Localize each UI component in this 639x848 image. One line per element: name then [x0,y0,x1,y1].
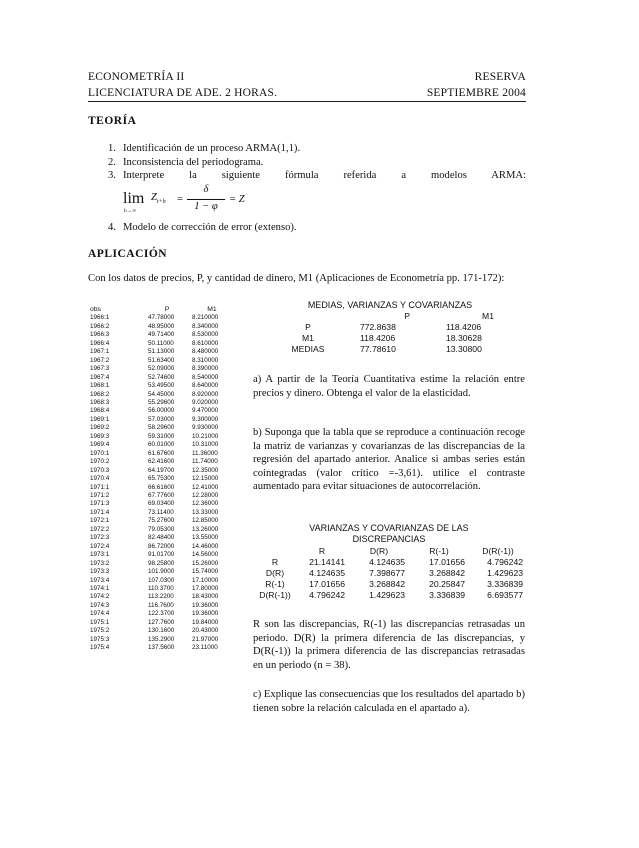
data-row-cell: 1970:3 [90,466,110,474]
data-row-cell: 1967:2 [90,356,110,364]
data-row-cell: 98.25800 [148,559,175,567]
medias-row-cell: MEDIAS [291,344,325,354]
formula-lhs: $Z_{t+h}$ [151,192,166,206]
data-row [90,323,234,331]
data-row-cell: 1974:4 [90,610,110,618]
formula-denominator: 1 − φ [194,201,218,212]
data-row [90,509,234,517]
disc-row-cell: 1.429623 [369,590,405,600]
data-row-cell: 135.2900 [148,635,175,643]
disc-body [255,557,527,601]
data-row-cell: 48.95000 [148,322,175,330]
disc-row-cell: 4.796242 [487,557,523,567]
data-row-cell: 12.15000 [192,475,219,483]
data-row-cell: 1966:2 [90,322,110,330]
course-title: ECONOMETRÍA II [88,71,185,83]
data-row [90,331,234,339]
data-row-cell: 13.33000 [192,508,219,516]
medias-row-cell: 77.78610 [360,344,396,354]
data-row [90,585,234,593]
data-table-header [90,306,234,314]
data-row-cell: 91.01700 [148,551,175,559]
data-row [90,543,234,551]
teoria-item-3: 3. Interprete la siguiente fórmula referida a modelos ARMA: [108,170,526,181]
data-row-cell: 19.36000 [192,601,219,609]
data-row [90,382,234,390]
data-row-cell: 52.74600 [148,373,175,381]
data-row-cell: 21.97000 [192,635,219,643]
data-row-cell: 8.210000 [192,314,219,322]
data-row-cell: 1973:2 [90,559,110,567]
data-row-cell: 1966:3 [90,331,110,339]
data-row-cell: 60.01000 [148,441,175,449]
disc-row-cell: 3.336839 [487,579,523,589]
medias-body [278,322,508,355]
data-row [90,391,234,399]
data-row-cell: 1968:2 [90,390,110,398]
discrepancias-explanation: R son las discrepancias, R(-1) las discrepancias retrasadas un periodo. D(R) la primera diferencia de las discrepancias, y D(R(-1)) la primera diferencia de las discrepancias retrasadas en un periodo (n = 38). [253,619,525,671]
data-row-cell: 65.75300 [148,475,175,483]
col-obs: obs [90,306,101,313]
medias-row [278,344,508,355]
teoria-list [108,142,526,183]
data-row-cell: 61.67600 [148,449,175,457]
disc-title: VARIANZAS Y COVARIANZAS DE LAS DISCREPANCIAS [309,523,469,544]
data-row-cell: 1973:1 [90,551,110,559]
data-row-cell: 1969:2 [90,424,110,432]
data-row [90,467,234,475]
data-row-cell: 15.74000 [192,568,219,576]
formula-lim-sub: h→∞ [124,208,137,214]
medias-row-cell: P [305,322,311,332]
data-row-cell: 9.020000 [192,398,219,406]
data-row-cell: 1974:3 [90,601,110,609]
data-row-cell: 55.29600 [148,398,175,406]
data-row-cell: 9.300000 [192,415,219,423]
disc-row [255,557,527,568]
medias-header: P M1 [404,311,494,321]
data-row-cell: 62.41600 [148,458,175,466]
data-row-cell: 1972:3 [90,534,110,542]
disc-row [255,590,527,601]
aplicacion-heading: APLICACIÓN [88,248,168,260]
disc-row [255,579,527,590]
disc-row-cell: 6.693577 [487,590,523,600]
data-row [90,416,234,424]
data-row-cell: 116.7600 [148,601,174,609]
data-row-cell: 75.27600 [148,517,175,525]
disc-row-cell: D(R) [265,568,285,578]
data-row-cell: 17.10000 [192,576,219,584]
data-row-cell: 8.530000 [192,331,219,339]
data-row-cell: 8.540000 [192,373,219,381]
medias-row-cell: M1 [302,333,314,343]
data-row-cell: 1970:2 [90,458,110,466]
question-a: a) A partir de la Teoría Cuantitativa estime la relación entre precios y dinero. Obtenga el valor de la elasticidad. [253,374,525,399]
data-row [90,517,234,525]
data-row-cell: 1970:4 [90,475,110,483]
data-row [90,450,234,458]
data-row-cell: 56.00000 [148,407,175,415]
data-row-cell: 64.19700 [148,466,175,474]
data-row-cell: 8.610000 [192,339,219,347]
data-row [90,348,234,356]
data-row [90,407,234,415]
data-row-cell: 1971:4 [90,508,110,516]
exam-date: SEPTIEMBRE 2004 [426,87,526,99]
data-row [90,433,234,441]
data-row-cell: 1968:4 [90,407,110,415]
disc-row-cell: 17.01656 [309,579,345,589]
data-row [90,441,234,449]
data-row-cell: 13.55000 [192,534,219,542]
data-row-cell: 14.46000 [192,542,219,550]
disc-row-cell: 3.268842 [369,579,405,589]
data-row [90,340,234,348]
arma-formula: lim h→∞ $Z_{t+h}$ = δ 1 − φ = Z [123,184,245,214]
data-row-cell: 1971:2 [90,491,110,499]
data-row-cell: 1972:4 [90,542,110,550]
data-row-cell: 52.09000 [148,365,175,373]
data-row [90,577,234,585]
data-row [90,534,234,542]
data-row-cell: 101.9000 [148,568,175,576]
data-row-cell: 51.13000 [148,348,175,356]
data-row [90,314,234,322]
data-row-cell: 23.11000 [192,644,218,652]
data-row [90,458,234,466]
disc-table [255,546,527,601]
data-row-cell: 1969:4 [90,441,110,449]
data-row-cell: 1966:4 [90,339,110,347]
data-row-cell: 1974:2 [90,593,110,601]
data-row [90,602,234,610]
data-row-cell: 1975:2 [90,627,110,635]
formula-lim: lim [123,190,145,207]
data-table-body [90,314,234,652]
data-row-cell: 1966:1 [90,314,110,322]
data-row [90,492,234,500]
medias-row-cell: 118.4206 [360,333,396,343]
disc-row-cell: 3.268842 [429,568,465,578]
data-row-cell: 1969:3 [90,432,110,440]
teoria-heading: TEORÍA [88,115,137,127]
data-row [90,568,234,576]
data-row-cell: 1967:4 [90,373,110,381]
data-row-cell: 10.21000 [192,432,219,440]
data-row-cell: 15.26000 [192,559,219,567]
data-row-cell: 18.43000 [192,593,219,601]
disc-row-cell: 4.124635 [309,568,345,578]
data-row-cell: 49.71400 [148,331,175,339]
medias-table [278,311,508,355]
medias-row-cell: 13.30800 [446,344,482,354]
data-row-cell: 1974:1 [90,584,110,592]
medias-row [278,333,508,344]
data-row [90,560,234,568]
data-row-cell: 1973:4 [90,576,110,584]
data-row-cell: 20.43000 [192,627,219,635]
data-table [90,306,234,653]
data-row [90,475,234,483]
disc-row-cell: 21.14141 [309,557,345,567]
data-row [90,399,234,407]
data-row-cell: 1972:1 [90,517,110,525]
data-row-cell: 8.480000 [192,348,219,356]
data-row-cell: 8.640000 [192,382,219,390]
data-row [90,644,234,652]
data-row-cell: 79.05300 [148,525,175,533]
col-m1: M1 [207,306,217,313]
data-row-cell: 12.36000 [192,500,219,508]
data-row-cell: 8.390000 [192,365,219,373]
data-row-cell: 107.0300 [148,576,175,584]
data-row-cell: 1969:1 [90,415,110,423]
data-row [90,627,234,635]
data-row-cell: 1968:1 [90,382,110,390]
question-c: c) Explique las consecuencias que los resultados del apartado b) tienen sobre la relación calculada en el apartado a). [253,689,525,714]
data-row-cell: 1971:1 [90,483,110,491]
data-row [90,551,234,559]
medias-row-cell: 18.30628 [446,333,482,343]
data-row-cell: 1967:3 [90,365,110,373]
data-row-cell: 137.5600 [148,644,175,652]
disc-row-cell: 4.796242 [309,590,345,600]
data-row [90,593,234,601]
teoria-item-1: 1. Identificación de un proceso ARMA(1,1). [108,143,301,154]
disc-row-cell: 20.25847 [429,579,465,589]
data-row [90,610,234,618]
data-row-cell: 59.31000 [148,432,175,440]
data-row-cell: 19.84000 [192,618,219,626]
disc-header: R D(R) R(-1) D(R(-1)) [318,546,514,556]
data-row-cell: 47.78000 [148,314,175,322]
disc-row-cell: D(R(-1)) [259,590,291,600]
data-row-cell: 19.36000 [192,610,219,618]
data-row-cell: 122.3700 [148,610,175,618]
data-row-cell: 1968:3 [90,398,110,406]
data-row-cell: 9.930000 [192,424,219,432]
question-b: b) Suponga que la tabla que se reproduce a continuación recoge la matriz de varianzas y covarianzas de las discrepancias de la regresión del apartado anterior. Analice si ambas series están cointegradas (valor crítico =-3,61). utilice el contraste aumentado para evitar situaciones de autocorrelación. [253,427,525,493]
data-row [90,526,234,534]
data-row-cell: 12.41000 [192,483,219,491]
medias-title: MEDIAS, VARIANZAS Y COVARIANZAS [307,300,473,310]
data-row-cell: 8.920000 [192,390,219,398]
data-row-cell: 14.56000 [192,551,219,559]
disc-row-cell: 7.398677 [369,568,405,578]
data-row-cell: 12.85000 [192,517,219,525]
data-row [90,374,234,382]
medias-row-cell: 772.8638 [360,322,396,332]
data-row-cell: 9.470000 [192,407,219,415]
data-row [90,636,234,644]
data-row [90,484,234,492]
data-row-cell: 130.1600 [148,627,175,635]
teoria-list-cont [108,221,526,235]
data-row-cell: 113.2200 [148,593,174,601]
aplicacion-intro: Con los datos de precios, P, y cantidad de dinero, M1 (Aplicaciones de Econometría pp. 171-172): [88,273,505,284]
data-row-cell: 82.48400 [148,534,175,542]
disc-row-cell: 17.01656 [429,557,465,567]
data-row-cell: 50.11000 [148,339,174,347]
data-row-cell: 66.61600 [148,483,175,491]
data-row-cell: 11.36000 [192,449,218,457]
data-row-cell: 8.310000 [192,356,219,364]
data-row-cell: 17.80000 [192,584,219,592]
data-row-cell: 86.72000 [148,542,175,550]
disc-row-cell: R(-1) [265,579,285,589]
data-row [90,619,234,627]
disc-row [255,568,527,579]
data-row [90,357,234,365]
data-row-cell: 53.49500 [148,382,175,390]
data-row-cell: 11.74000 [192,458,218,466]
exam-type: RESERVA [474,71,526,83]
data-row-cell: 1967:1 [90,348,110,356]
data-row-cell: 58.29600 [148,424,175,432]
data-row-cell: 8.340000 [192,322,219,330]
data-row-cell: 51.63400 [148,356,175,364]
data-row-cell: 54.45000 [148,390,175,398]
data-row-cell: 12.35000 [192,466,219,474]
data-row-cell: 57.03000 [148,415,175,423]
disc-row-cell: 1.429623 [487,568,523,578]
data-row-cell: 73.11400 [148,508,174,516]
data-row-cell: 12.28000 [192,491,219,499]
data-row-cell: 1972:2 [90,525,110,533]
data-row [90,424,234,432]
data-row-cell: 69.03400 [148,500,175,508]
data-row-cell: 13.26000 [192,525,219,533]
data-row-cell: 1975:1 [90,618,110,626]
data-row-cell: 1975:4 [90,644,110,652]
data-row-cell: 1971:3 [90,500,110,508]
data-row-cell: 1975:3 [90,635,110,643]
medias-row [278,322,508,333]
header-rule [88,101,526,102]
data-row [90,500,234,508]
formula-rhs: = Z [229,194,245,205]
disc-row-cell: 4.124635 [369,557,405,567]
data-row-cell: 10.31000 [192,441,219,449]
formula-numerator: δ [203,184,209,195]
data-row-cell: 1970:1 [90,449,110,457]
teoria-item-2: 2. Inconsistencia del periodograma. [108,156,264,168]
data-row-cell: 67.77600 [148,491,175,499]
course-subtitle: LICENCIATURA DE ADE. 2 HORAS. [88,87,278,99]
data-row-cell: 1973:3 [90,568,110,576]
data-row-cell: 127.7600 [148,618,175,626]
data-row-cell: 110.3700 [148,584,174,592]
disc-row-cell: R [271,557,279,567]
teoria-item-4: 4. Modelo de corrección de error (extenso). [108,222,297,233]
col-p: P [164,306,170,313]
data-row [90,365,234,373]
medias-row-cell: 118.4206 [446,322,482,332]
disc-row-cell: 3.336839 [429,590,465,600]
